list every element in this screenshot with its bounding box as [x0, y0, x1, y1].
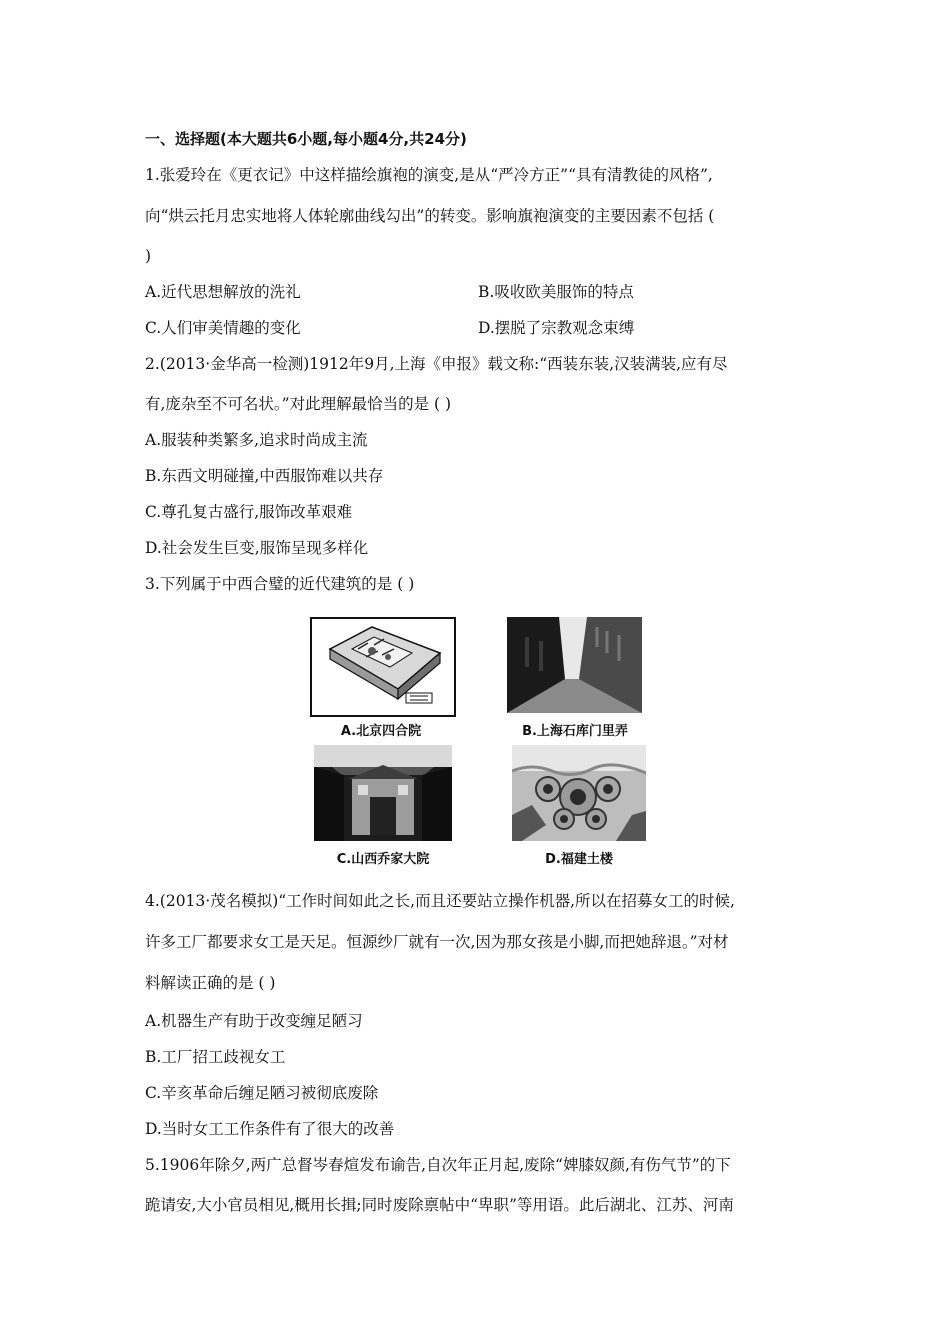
q4-stem-line-3: 料解读正确的是 ( ): [145, 974, 276, 992]
q4-option-a: A.机器生产有助于改变缠足陋习: [145, 1012, 363, 1030]
q2-option-d: D.社会发生巨变,服饰呈现多样化: [145, 539, 369, 557]
shikumen-alley-image: [507, 617, 642, 713]
q4-option-b: B.工厂招工歧视女工: [145, 1048, 286, 1066]
section-heading: 一、选择题(本大题共6小题,每小题4分,共24分): [145, 130, 467, 148]
figure-caption-c: C.山西乔家大院: [336, 852, 430, 867]
q1-option-c: C.人们审美情趣的变化: [145, 319, 301, 337]
q1-stem-line-3: ): [145, 247, 152, 265]
q2-option-a: A.服装种类繁多,追求时尚成主流: [145, 431, 368, 449]
q4-option-d: D.当时女工工作条件有了很大的改善: [145, 1120, 395, 1138]
q1-option-b: B.吸收欧美服饰的特点: [478, 283, 634, 301]
q4-stem-line-1: 4.(2013·茂名模拟)“工作时间如此之长,而且还要站立操作机器,所以在招募女工的时候,: [145, 892, 735, 910]
q2-option-b: B.东西文明碰撞,中西服饰难以共存: [145, 467, 384, 485]
q5-stem-line-2: 跪请安,大小官员相见,概用长揖;同时废除禀帖中“卑职”等用语。此后湖北、江苏、河南: [145, 1196, 734, 1214]
q1-option-d: D.摆脱了宗教观念束缚: [478, 319, 635, 337]
q5-stem-line-1: 5.1906年除夕,两广总督岑春煊发布谕告,自次年正月起,废除“婢膝奴颜,有伤气节”的下: [145, 1156, 731, 1174]
q1-option-a: A.近代思想解放的洗礼: [145, 283, 301, 301]
tulou-image: [512, 745, 646, 841]
siheyuan-image: [310, 617, 456, 717]
figure-caption-b: B.上海石库门里弄: [522, 724, 628, 739]
figure-caption-d: D.福建土楼: [545, 852, 613, 867]
q1-stem-line-2: 向“烘云托月忠实地将人体轮廓曲线勾出”的转变。影响旗袍演变的主要因素不包括 (: [145, 207, 715, 225]
figure-caption-a: A.北京四合院: [340, 724, 422, 739]
qiao-courtyard-image: [314, 745, 452, 841]
q2-stem-line-2: 有,庞杂至不可名状。”对此理解最恰当的是 ( ): [145, 395, 452, 413]
q1-stem-line-1: 1.张爱玲在《更衣记》中这样描绘旗袍的演变,是从“严冷方正”“具有清教徒的风格”,: [145, 166, 713, 184]
q2-option-c: C.尊孔复古盛行,服饰改革艰难: [145, 503, 353, 521]
q2-stem-line-1: 2.(2013·金华高一检测)1912年9月,上海《申报》载文称:“西装东装,汉装满装,应有尽: [145, 355, 728, 373]
q3-stem: 3.下列属于中西合璧的近代建筑的是 ( ): [145, 575, 415, 593]
q4-option-c: C.辛亥革命后缠足陋习被彻底废除: [145, 1084, 379, 1102]
q4-stem-line-2: 许多工厂都要求女工是天足。恒源纱厂就有一次,因为那女孩是小脚,而把她辞退。”对材: [145, 933, 729, 951]
